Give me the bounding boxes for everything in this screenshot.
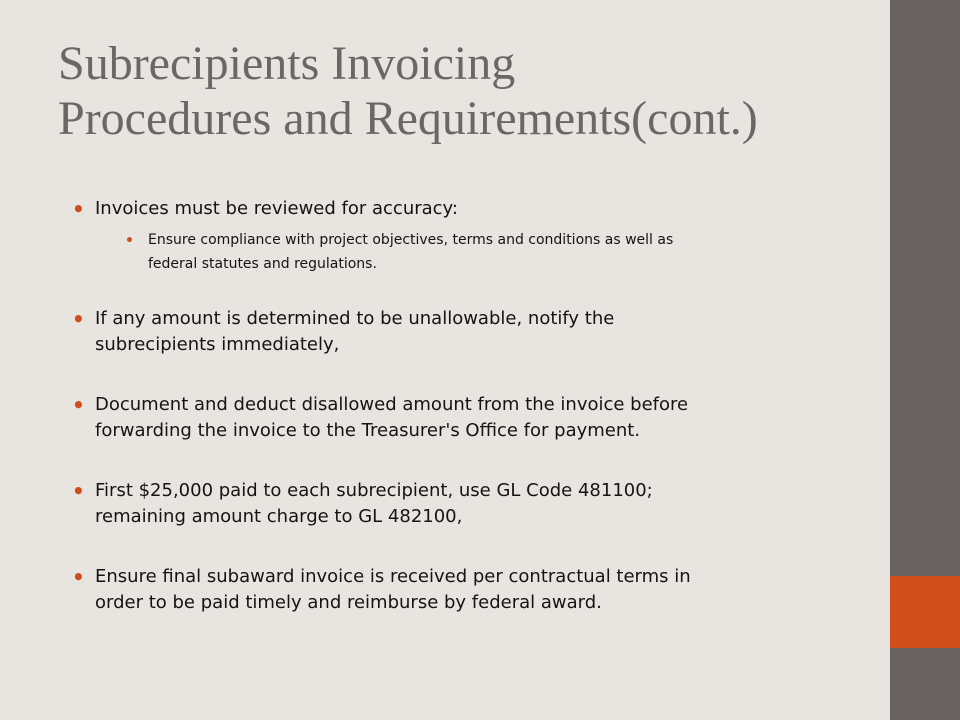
slide-title-line-1: Subrecipients Invoicing xyxy=(58,37,516,90)
bullet-text-line: Invoices must be reviewed for accuracy: xyxy=(95,198,458,219)
bullet-text-line: order to be paid timely and reimburse by federal award. xyxy=(95,592,602,613)
bullet-text-line: Ensure final subaward invoice is received per contractual terms in xyxy=(95,566,691,587)
bullet-dot-icon: • xyxy=(72,393,85,417)
bullet-dot-icon: • xyxy=(72,479,85,503)
bullet-text-line: Document and deduct disallowed amount from the invoice before xyxy=(95,394,689,415)
bullet-list xyxy=(72,196,832,616)
bullet-text-line: If any amount is determined to be unallowable, notify the xyxy=(95,308,615,329)
bullet-text xyxy=(95,564,832,616)
bullet-dot-icon: • xyxy=(125,233,134,249)
bullet-item-final-invoice xyxy=(72,564,832,616)
bullet-text-line: subrecipients immediately, xyxy=(95,334,340,355)
bullet-dot-icon: • xyxy=(72,565,85,589)
bullet-text xyxy=(95,306,832,358)
bullet-text-line: remaining amount charge to GL 482100, xyxy=(95,506,463,527)
bullet-item-document-deduct xyxy=(72,392,832,444)
bullet-text xyxy=(95,392,832,444)
slide-title-line-2: Procedures and Requirements(cont.) xyxy=(58,92,758,145)
bullet-dot-icon: • xyxy=(72,307,85,331)
decorative-accent-block xyxy=(890,576,960,648)
bullet-item-gl-codes xyxy=(72,478,832,530)
bullet-dot-icon: • xyxy=(72,197,85,221)
sub-bullet-text xyxy=(148,228,832,276)
slide-title xyxy=(58,36,878,146)
bullet-item-invoices-reviewed xyxy=(72,196,832,276)
bullet-text-line: forwarding the invoice to the Treasurer's Office for payment. xyxy=(95,420,641,441)
sub-bullet-text-line: Ensure compliance with project objectives, terms and conditions as well as xyxy=(148,232,674,248)
bullet-text xyxy=(95,478,832,530)
bullet-item-unallowable-amount xyxy=(72,306,832,358)
bullet-text-line: First $25,000 paid to each subrecipient, use GL Code 481100; xyxy=(95,480,653,501)
sub-bullet-item-compliance xyxy=(125,228,832,276)
sub-bullet-text-line: federal statutes and regulations. xyxy=(148,256,377,272)
bullet-text xyxy=(95,196,832,222)
